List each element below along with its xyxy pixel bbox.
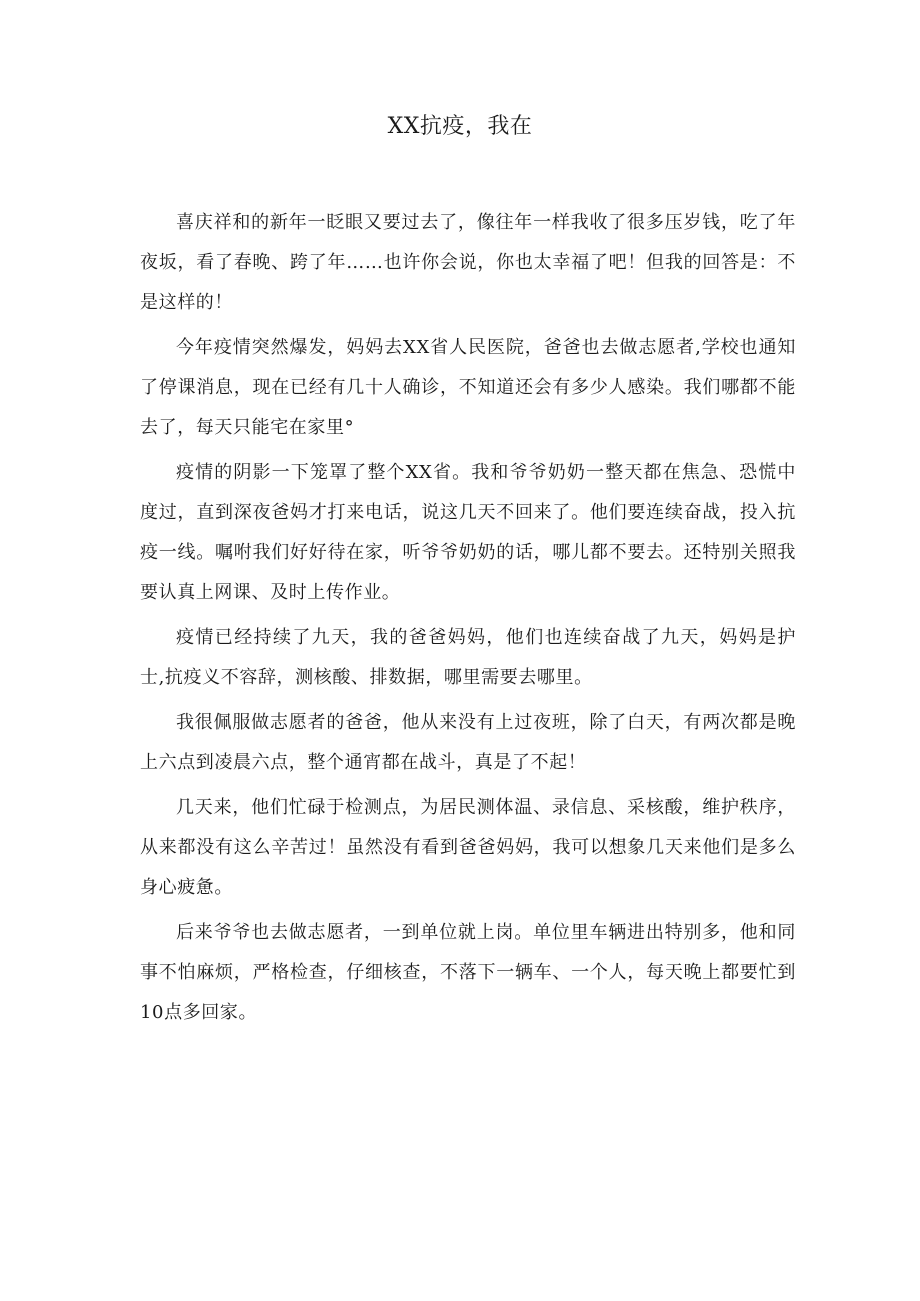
paragraph-5: 我很佩服做志愿者的爸爸，他从来没有上过夜班，除了白天，有两次都是晚上六点到凌晨六点，整个通宵都在战斗，真是了不起！ [140,712,796,773]
paragraph-4: 疫情已经持续了九天，我的爸爸妈妈，他们也连续奋战了九天，妈妈是护士,抗疫义不容辞，测核酸、排数据，哪里需要去哪里。 [140,627,796,688]
paragraph-7: 后来爷爷也去做志愿者，一到单位就上岗。单位里车辆进出特别多，他和同事不怕麻烦，严格检查，仔细核查，不落下一辆车、一个人，每天晚上都要忙到10点多回家。 [140,922,796,1023]
paragraph-1: 喜庆祥和的新年一眨眼又要过去了，像往年一样我收了很多压岁钱，吃了年夜坂，看了春晚、跨了年……也许你会说，你也太幸福了吧！但我的回答是：不是这样的！ [140,212,796,313]
paragraph-6: 几天来，他们忙碌于检测点，为居民测体温、录信息、采核酸，维护秩序，从来都没有这么辛苦过！虽然没有看到爸爸妈妈，我可以想象几天来他们是多么身心疲惫。 [140,797,796,898]
document-body [140,203,796,1038]
paragraph-2: 今年疫情突然爆发，妈妈去XX省人民医院，爸爸也去做志愿者,学校也通知了停课消息，现在已经有几十人确诊，不知道还会有多少人感染。我们哪都不能去了，每天只能宅在家里° [140,337,796,438]
document-title: XX抗疫，我在 [387,114,533,139]
paragraph-3: 疫情的阴影一下笼罩了整个XX省。我和爷爷奶奶一整天都在焦急、恐慌中度过，直到深夜爸妈才打来电话，说这几天不回来了。他们要连续奋战，投入抗疫一线。嘱咐我们好好待在家，听爷爷奶奶的话，哪儿都不要去。还特别关照我要认真上网课、及时上传作业。 [140,462,796,603]
